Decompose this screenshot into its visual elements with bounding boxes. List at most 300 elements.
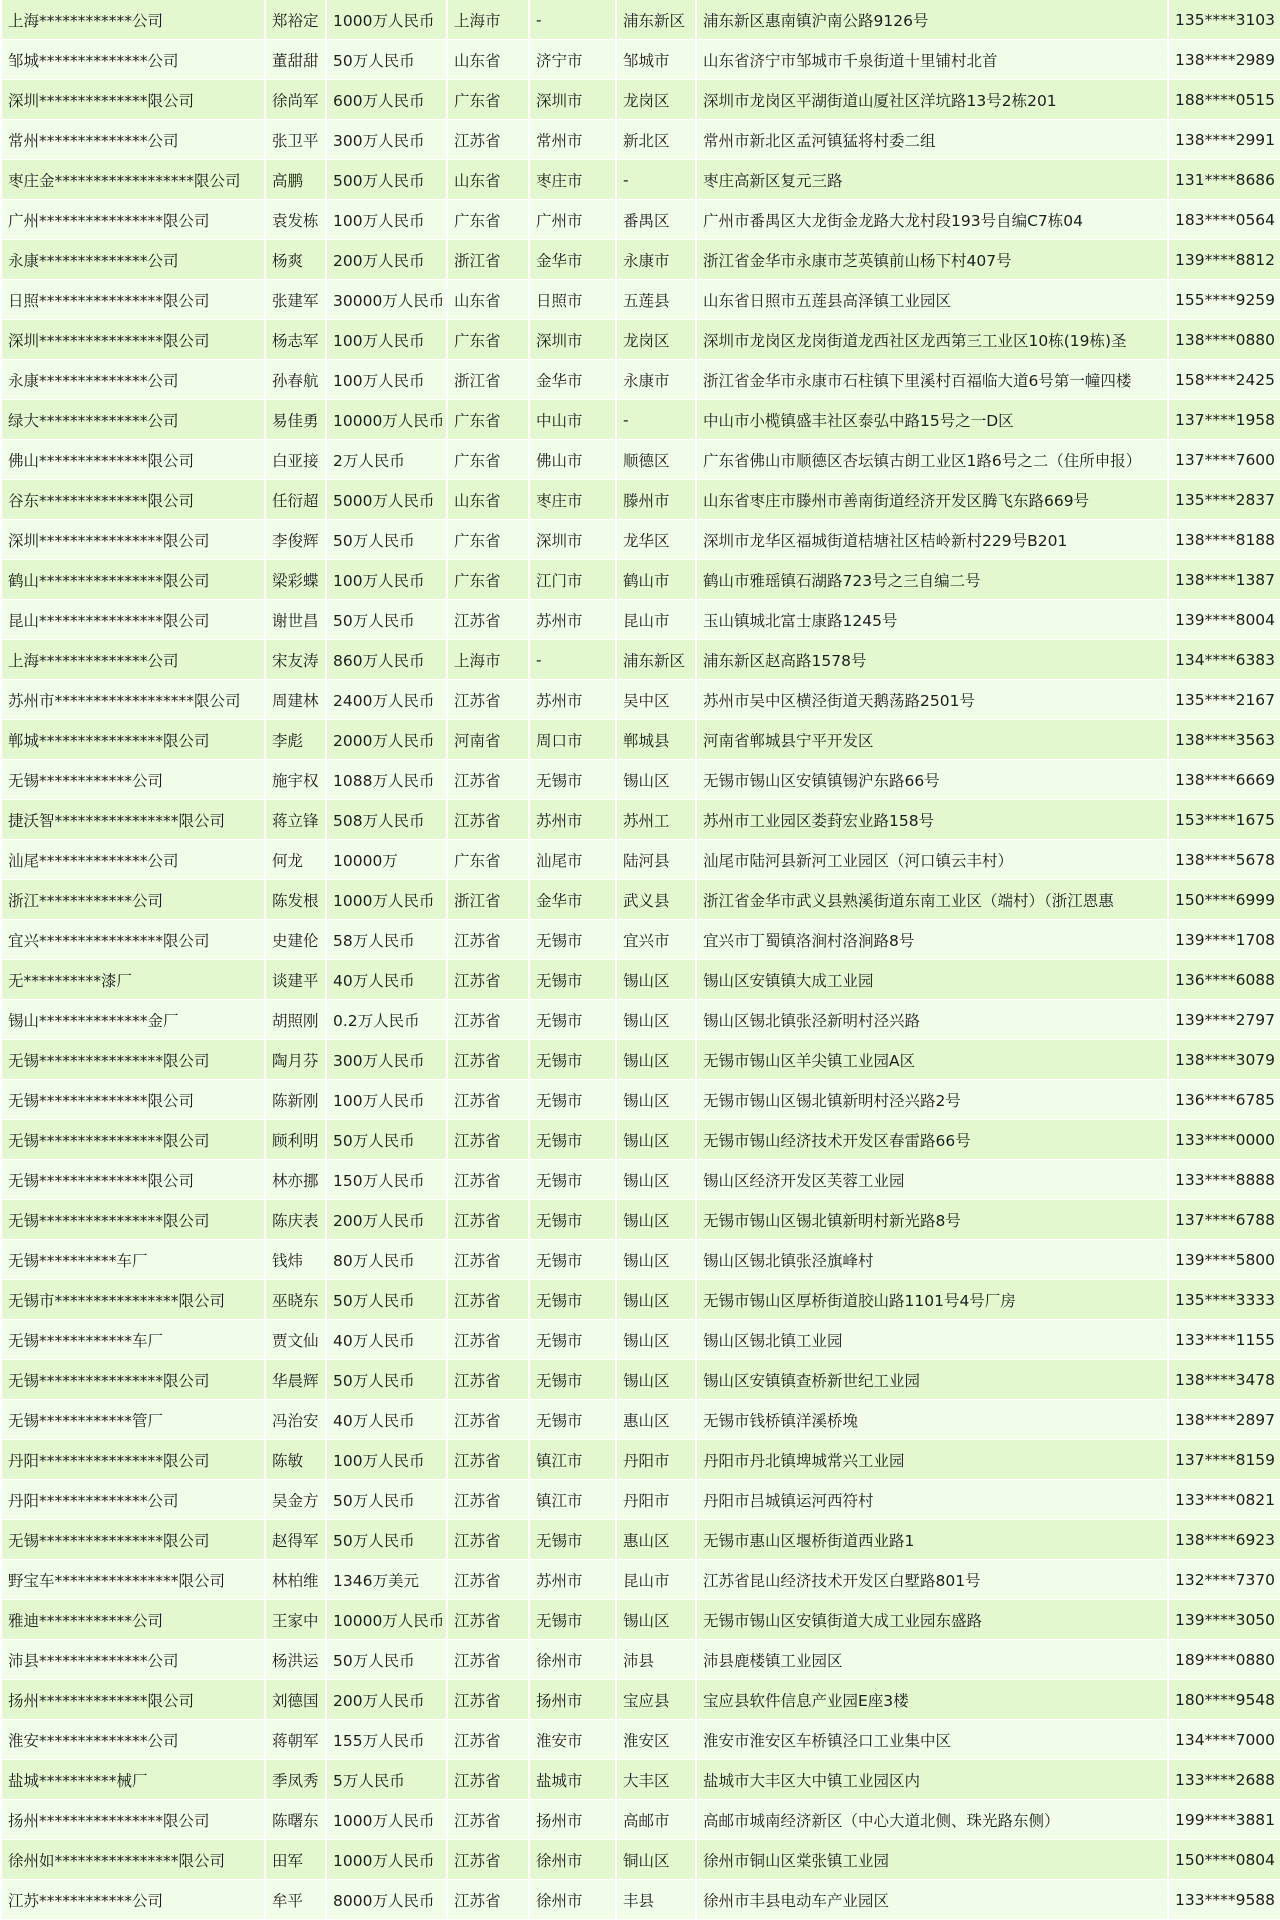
legal-person-cell[interactable]: 华晨辉 bbox=[265, 1360, 326, 1400]
district-cell[interactable]: 陆河县 bbox=[616, 840, 696, 880]
registered-capital-cell[interactable]: 40万人民币 bbox=[326, 960, 447, 1000]
phone-cell[interactable]: 155****9259 bbox=[1168, 280, 1280, 320]
company-name-cell[interactable]: 无锡****************限公司 bbox=[2, 1120, 265, 1160]
province-cell[interactable]: 江苏省 bbox=[447, 1760, 529, 1800]
company-name-cell[interactable]: 扬州****************限公司 bbox=[2, 1800, 265, 1840]
company-name-cell[interactable]: 丹阳**************公司 bbox=[2, 1480, 265, 1520]
registered-capital-cell[interactable]: 1000万人民币 bbox=[326, 1800, 447, 1840]
company-name-cell[interactable]: 鹤山****************限公司 bbox=[2, 560, 265, 600]
district-cell[interactable]: 永康市 bbox=[616, 240, 696, 280]
legal-person-cell[interactable]: 顾利明 bbox=[265, 1120, 326, 1160]
district-cell[interactable]: 惠山区 bbox=[616, 1520, 696, 1560]
address-cell[interactable]: 宝应县软件信息产业园E座3楼 bbox=[696, 1680, 1168, 1720]
district-cell[interactable]: - bbox=[616, 160, 696, 200]
city-cell[interactable]: 苏州市 bbox=[529, 600, 616, 640]
company-name-cell[interactable]: 常州**************公司 bbox=[2, 120, 265, 160]
city-cell[interactable]: 无锡市 bbox=[529, 1240, 616, 1280]
district-cell[interactable]: 铜山区 bbox=[616, 1840, 696, 1880]
company-name-cell[interactable]: 汕尾**************公司 bbox=[2, 840, 265, 880]
legal-person-cell[interactable]: 易佳勇 bbox=[265, 400, 326, 440]
legal-person-cell[interactable]: 何龙 bbox=[265, 840, 326, 880]
province-cell[interactable]: 江苏省 bbox=[447, 1680, 529, 1720]
company-name-cell[interactable]: 沛县**************公司 bbox=[2, 1640, 265, 1680]
legal-person-cell[interactable]: 林亦挪 bbox=[265, 1160, 326, 1200]
registered-capital-cell[interactable]: 58万人民币 bbox=[326, 920, 447, 960]
registered-capital-cell[interactable]: 10000万 bbox=[326, 840, 447, 880]
city-cell[interactable]: 日照市 bbox=[529, 280, 616, 320]
city-cell[interactable]: 常州市 bbox=[529, 120, 616, 160]
district-cell[interactable]: 新北区 bbox=[616, 120, 696, 160]
district-cell[interactable]: 沛县 bbox=[616, 1640, 696, 1680]
province-cell[interactable]: 山东省 bbox=[447, 40, 529, 80]
district-cell[interactable]: 龙岗区 bbox=[616, 320, 696, 360]
phone-cell[interactable]: 139****2797 bbox=[1168, 1000, 1280, 1040]
legal-person-cell[interactable]: 袁发栋 bbox=[265, 200, 326, 240]
company-name-cell[interactable]: 无锡****************限公司 bbox=[2, 1040, 265, 1080]
district-cell[interactable]: 吴中区 bbox=[616, 680, 696, 720]
registered-capital-cell[interactable]: 40万人民币 bbox=[326, 1400, 447, 1440]
phone-cell[interactable]: 138****6923 bbox=[1168, 1520, 1280, 1560]
district-cell[interactable]: 龙华区 bbox=[616, 520, 696, 560]
phone-cell[interactable]: 139****8812 bbox=[1168, 240, 1280, 280]
legal-person-cell[interactable]: 李彪 bbox=[265, 720, 326, 760]
registered-capital-cell[interactable]: 2000万人民币 bbox=[326, 720, 447, 760]
address-cell[interactable]: 盐城市大丰区大中镇工业园区内 bbox=[696, 1760, 1168, 1800]
registered-capital-cell[interactable]: 200万人民币 bbox=[326, 1680, 447, 1720]
company-name-cell[interactable]: 无锡************公司 bbox=[2, 760, 265, 800]
city-cell[interactable]: 无锡市 bbox=[529, 1520, 616, 1560]
registered-capital-cell[interactable]: 200万人民币 bbox=[326, 240, 447, 280]
district-cell[interactable]: 锡山区 bbox=[616, 1280, 696, 1320]
legal-person-cell[interactable]: 梁彩蝶 bbox=[265, 560, 326, 600]
registered-capital-cell[interactable]: 50万人民币 bbox=[326, 520, 447, 560]
phone-cell[interactable]: 136****6088 bbox=[1168, 960, 1280, 1000]
province-cell[interactable]: 江苏省 bbox=[447, 1040, 529, 1080]
registered-capital-cell[interactable]: 50万人民币 bbox=[326, 600, 447, 640]
phone-cell[interactable]: 137****6788 bbox=[1168, 1200, 1280, 1240]
address-cell[interactable]: 玉山镇城北富士康路1245号 bbox=[696, 600, 1168, 640]
registered-capital-cell[interactable]: 600万人民币 bbox=[326, 80, 447, 120]
city-cell[interactable]: 中山市 bbox=[529, 400, 616, 440]
legal-person-cell[interactable]: 吴金方 bbox=[265, 1480, 326, 1520]
legal-person-cell[interactable]: 张建军 bbox=[265, 280, 326, 320]
phone-cell[interactable]: 150****6999 bbox=[1168, 880, 1280, 920]
company-name-cell[interactable]: 宜兴****************限公司 bbox=[2, 920, 265, 960]
district-cell[interactable]: 锡山区 bbox=[616, 1240, 696, 1280]
address-cell[interactable]: 锡山区锡北镇工业园 bbox=[696, 1320, 1168, 1360]
registered-capital-cell[interactable]: 1000万人民币 bbox=[326, 880, 447, 920]
legal-person-cell[interactable]: 宋友涛 bbox=[265, 640, 326, 680]
registered-capital-cell[interactable]: 300万人民币 bbox=[326, 1040, 447, 1080]
phone-cell[interactable]: 132****7370 bbox=[1168, 1560, 1280, 1600]
province-cell[interactable]: 江苏省 bbox=[447, 1240, 529, 1280]
registered-capital-cell[interactable]: 300万人民币 bbox=[326, 120, 447, 160]
city-cell[interactable]: 无锡市 bbox=[529, 1600, 616, 1640]
city-cell[interactable]: 无锡市 bbox=[529, 1080, 616, 1120]
legal-person-cell[interactable]: 陶月芬 bbox=[265, 1040, 326, 1080]
district-cell[interactable]: 浦东新区 bbox=[616, 0, 696, 40]
registered-capital-cell[interactable]: 0.2万人民币 bbox=[326, 1000, 447, 1040]
address-cell[interactable]: 苏州市吴中区横泾街道天鹅荡路2501号 bbox=[696, 680, 1168, 720]
phone-cell[interactable]: 139****8004 bbox=[1168, 600, 1280, 640]
company-name-cell[interactable]: 徐州如****************限公司 bbox=[2, 1840, 265, 1880]
registered-capital-cell[interactable]: 150万人民币 bbox=[326, 1160, 447, 1200]
address-cell[interactable]: 无锡市锡山区锡北镇新明村泾兴路2号 bbox=[696, 1080, 1168, 1120]
address-cell[interactable]: 江苏省昆山经济技术开发区白墅路801号 bbox=[696, 1560, 1168, 1600]
company-name-cell[interactable]: 无**********漆厂 bbox=[2, 960, 265, 1000]
company-name-cell[interactable]: 无锡**************限公司 bbox=[2, 1080, 265, 1120]
district-cell[interactable]: 番禺区 bbox=[616, 200, 696, 240]
city-cell[interactable]: 徐州市 bbox=[529, 1640, 616, 1680]
province-cell[interactable]: 江苏省 bbox=[447, 680, 529, 720]
district-cell[interactable]: 锡山区 bbox=[616, 1320, 696, 1360]
legal-person-cell[interactable]: 赵得军 bbox=[265, 1520, 326, 1560]
phone-cell[interactable]: 135****3333 bbox=[1168, 1280, 1280, 1320]
district-cell[interactable]: 滕州市 bbox=[616, 480, 696, 520]
province-cell[interactable]: 江苏省 bbox=[447, 1640, 529, 1680]
province-cell[interactable]: 江苏省 bbox=[447, 1120, 529, 1160]
registered-capital-cell[interactable]: 1000万人民币 bbox=[326, 1840, 447, 1880]
registered-capital-cell[interactable]: 50万人民币 bbox=[326, 1120, 447, 1160]
province-cell[interactable]: 江苏省 bbox=[447, 1520, 529, 1560]
address-cell[interactable]: 深圳市龙岗区龙岗街道龙西社区龙西第三工业区10栋(19栋)圣 bbox=[696, 320, 1168, 360]
province-cell[interactable]: 山东省 bbox=[447, 160, 529, 200]
legal-person-cell[interactable]: 钱炜 bbox=[265, 1240, 326, 1280]
address-cell[interactable]: 山东省日照市五莲县高泽镇工业园区 bbox=[696, 280, 1168, 320]
legal-person-cell[interactable]: 周建林 bbox=[265, 680, 326, 720]
phone-cell[interactable]: 153****1675 bbox=[1168, 800, 1280, 840]
company-name-cell[interactable]: 无锡****************限公司 bbox=[2, 1360, 265, 1400]
province-cell[interactable]: 广东省 bbox=[447, 200, 529, 240]
address-cell[interactable]: 无锡市锡山区锡北镇新明村新光路8号 bbox=[696, 1200, 1168, 1240]
province-cell[interactable]: 山东省 bbox=[447, 280, 529, 320]
city-cell[interactable]: 无锡市 bbox=[529, 1120, 616, 1160]
city-cell[interactable]: 枣庄市 bbox=[529, 160, 616, 200]
registered-capital-cell[interactable]: 50万人民币 bbox=[326, 1360, 447, 1400]
company-name-cell[interactable]: 盐城**********械厂 bbox=[2, 1760, 265, 1800]
city-cell[interactable]: 佛山市 bbox=[529, 440, 616, 480]
company-name-cell[interactable]: 捷沃智****************限公司 bbox=[2, 800, 265, 840]
district-cell[interactable]: 锡山区 bbox=[616, 1120, 696, 1160]
company-name-cell[interactable]: 无锡市****************限公司 bbox=[2, 1280, 265, 1320]
district-cell[interactable]: 锡山区 bbox=[616, 1160, 696, 1200]
phone-cell[interactable]: 134****6383 bbox=[1168, 640, 1280, 680]
legal-person-cell[interactable]: 李俊辉 bbox=[265, 520, 326, 560]
phone-cell[interactable]: 138****2991 bbox=[1168, 120, 1280, 160]
phone-cell[interactable]: 138****2989 bbox=[1168, 40, 1280, 80]
legal-person-cell[interactable]: 陈庆表 bbox=[265, 1200, 326, 1240]
company-name-cell[interactable]: 丹阳****************限公司 bbox=[2, 1440, 265, 1480]
province-cell[interactable]: 江苏省 bbox=[447, 1080, 529, 1120]
registered-capital-cell[interactable]: 100万人民币 bbox=[326, 1080, 447, 1120]
legal-person-cell[interactable]: 董甜甜 bbox=[265, 40, 326, 80]
phone-cell[interactable]: 133****0821 bbox=[1168, 1480, 1280, 1520]
phone-cell[interactable]: 139****3050 bbox=[1168, 1600, 1280, 1640]
phone-cell[interactable]: 138****3478 bbox=[1168, 1360, 1280, 1400]
registered-capital-cell[interactable]: 100万人民币 bbox=[326, 360, 447, 400]
province-cell[interactable]: 江苏省 bbox=[447, 1480, 529, 1520]
registered-capital-cell[interactable]: 50万人民币 bbox=[326, 40, 447, 80]
phone-cell[interactable]: 133****9588 bbox=[1168, 1880, 1280, 1920]
company-name-cell[interactable]: 无锡************管厂 bbox=[2, 1400, 265, 1440]
city-cell[interactable]: 苏州市 bbox=[529, 680, 616, 720]
district-cell[interactable]: 顺德区 bbox=[616, 440, 696, 480]
registered-capital-cell[interactable]: 200万人民币 bbox=[326, 1200, 447, 1240]
address-cell[interactable]: 山东省枣庄市滕州市善南街道经济开发区腾飞东路669号 bbox=[696, 480, 1168, 520]
district-cell[interactable]: 淮安区 bbox=[616, 1720, 696, 1760]
district-cell[interactable]: 锡山区 bbox=[616, 1360, 696, 1400]
city-cell[interactable]: 镇江市 bbox=[529, 1440, 616, 1480]
address-cell[interactable]: 丹阳市丹北镇埤城常兴工业园 bbox=[696, 1440, 1168, 1480]
district-cell[interactable]: 锡山区 bbox=[616, 1040, 696, 1080]
city-cell[interactable]: 无锡市 bbox=[529, 1200, 616, 1240]
province-cell[interactable]: 江苏省 bbox=[447, 1280, 529, 1320]
province-cell[interactable]: 河南省 bbox=[447, 720, 529, 760]
district-cell[interactable]: 丹阳市 bbox=[616, 1440, 696, 1480]
province-cell[interactable]: 广东省 bbox=[447, 840, 529, 880]
address-cell[interactable]: 丹阳市吕城镇运河西符村 bbox=[696, 1480, 1168, 1520]
province-cell[interactable]: 江苏省 bbox=[447, 600, 529, 640]
district-cell[interactable]: 苏州工 bbox=[616, 800, 696, 840]
district-cell[interactable]: 锡山区 bbox=[616, 960, 696, 1000]
city-cell[interactable]: 济宁市 bbox=[529, 40, 616, 80]
company-name-cell[interactable]: 江苏************公司 bbox=[2, 1880, 265, 1920]
registered-capital-cell[interactable]: 100万人民币 bbox=[326, 560, 447, 600]
address-cell[interactable]: 无锡市钱桥镇洋溪桥堍 bbox=[696, 1400, 1168, 1440]
company-name-cell[interactable]: 日照****************限公司 bbox=[2, 280, 265, 320]
city-cell[interactable]: 无锡市 bbox=[529, 1040, 616, 1080]
city-cell[interactable]: 深圳市 bbox=[529, 320, 616, 360]
legal-person-cell[interactable]: 胡照刚 bbox=[265, 1000, 326, 1040]
registered-capital-cell[interactable]: 8000万人民币 bbox=[326, 1880, 447, 1920]
company-name-cell[interactable]: 淮安**************公司 bbox=[2, 1720, 265, 1760]
province-cell[interactable]: 广东省 bbox=[447, 520, 529, 560]
phone-cell[interactable]: 138****2897 bbox=[1168, 1400, 1280, 1440]
city-cell[interactable]: 无锡市 bbox=[529, 920, 616, 960]
phone-cell[interactable]: 137****8159 bbox=[1168, 1440, 1280, 1480]
district-cell[interactable]: 永康市 bbox=[616, 360, 696, 400]
legal-person-cell[interactable]: 蒋朝军 bbox=[265, 1720, 326, 1760]
city-cell[interactable]: 盐城市 bbox=[529, 1760, 616, 1800]
province-cell[interactable]: 江苏省 bbox=[447, 1000, 529, 1040]
phone-cell[interactable]: 138****1387 bbox=[1168, 560, 1280, 600]
phone-cell[interactable]: 188****0515 bbox=[1168, 80, 1280, 120]
company-name-cell[interactable]: 深圳****************限公司 bbox=[2, 520, 265, 560]
province-cell[interactable]: 江苏省 bbox=[447, 1160, 529, 1200]
address-cell[interactable]: 无锡市锡山区安镇镇锡沪东路66号 bbox=[696, 760, 1168, 800]
district-cell[interactable]: 大丰区 bbox=[616, 1760, 696, 1800]
city-cell[interactable]: 枣庄市 bbox=[529, 480, 616, 520]
legal-person-cell[interactable]: 王家中 bbox=[265, 1600, 326, 1640]
phone-cell[interactable]: 180****9548 bbox=[1168, 1680, 1280, 1720]
address-cell[interactable]: 河南省郸城县宁平开发区 bbox=[696, 720, 1168, 760]
company-name-cell[interactable]: 广州****************限公司 bbox=[2, 200, 265, 240]
province-cell[interactable]: 江苏省 bbox=[447, 1400, 529, 1440]
city-cell[interactable]: 苏州市 bbox=[529, 800, 616, 840]
company-name-cell[interactable]: 郸城****************限公司 bbox=[2, 720, 265, 760]
phone-cell[interactable]: 133****0000 bbox=[1168, 1120, 1280, 1160]
province-cell[interactable]: 江苏省 bbox=[447, 1360, 529, 1400]
district-cell[interactable]: 鹤山市 bbox=[616, 560, 696, 600]
registered-capital-cell[interactable]: 30000万人民币 bbox=[326, 280, 447, 320]
address-cell[interactable]: 浙江省金华市武义县熟溪街道东南工业区（端村）（浙江恩惠 bbox=[696, 880, 1168, 920]
address-cell[interactable]: 高邮市城南经济新区（中心大道北侧、珠光路东侧） bbox=[696, 1800, 1168, 1840]
province-cell[interactable]: 浙江省 bbox=[447, 240, 529, 280]
province-cell[interactable]: 江苏省 bbox=[447, 1440, 529, 1480]
city-cell[interactable]: 无锡市 bbox=[529, 960, 616, 1000]
city-cell[interactable]: 扬州市 bbox=[529, 1680, 616, 1720]
province-cell[interactable]: 江苏省 bbox=[447, 1720, 529, 1760]
province-cell[interactable]: 江苏省 bbox=[447, 800, 529, 840]
district-cell[interactable]: 宜兴市 bbox=[616, 920, 696, 960]
phone-cell[interactable]: 137****7600 bbox=[1168, 440, 1280, 480]
address-cell[interactable]: 浦东新区赵高路1578号 bbox=[696, 640, 1168, 680]
legal-person-cell[interactable]: 刘德国 bbox=[265, 1680, 326, 1720]
district-cell[interactable]: 浦东新区 bbox=[616, 640, 696, 680]
district-cell[interactable]: 高邮市 bbox=[616, 1800, 696, 1840]
registered-capital-cell[interactable]: 500万人民币 bbox=[326, 160, 447, 200]
district-cell[interactable]: 丹阳市 bbox=[616, 1480, 696, 1520]
phone-cell[interactable]: 138****3563 bbox=[1168, 720, 1280, 760]
legal-person-cell[interactable]: 季凤秀 bbox=[265, 1760, 326, 1800]
registered-capital-cell[interactable]: 155万人民币 bbox=[326, 1720, 447, 1760]
phone-cell[interactable]: 137****1958 bbox=[1168, 400, 1280, 440]
address-cell[interactable]: 汕尾市陆河县新河工业园区（河口镇云丰村） bbox=[696, 840, 1168, 880]
district-cell[interactable]: 锡山区 bbox=[616, 1000, 696, 1040]
address-cell[interactable]: 锡山区安镇镇查桥新世纪工业园 bbox=[696, 1360, 1168, 1400]
registered-capital-cell[interactable]: 50万人民币 bbox=[326, 1280, 447, 1320]
province-cell[interactable]: 江苏省 bbox=[447, 960, 529, 1000]
province-cell[interactable]: 江苏省 bbox=[447, 1840, 529, 1880]
phone-cell[interactable]: 138****8188 bbox=[1168, 520, 1280, 560]
address-cell[interactable]: 无锡市锡山区安镇街道大成工业园东盛路 bbox=[696, 1600, 1168, 1640]
legal-person-cell[interactable]: 巫晓东 bbox=[265, 1280, 326, 1320]
city-cell[interactable]: - bbox=[529, 640, 616, 680]
legal-person-cell[interactable]: 谢世昌 bbox=[265, 600, 326, 640]
company-name-cell[interactable]: 野宝车****************限公司 bbox=[2, 1560, 265, 1600]
address-cell[interactable]: 锡山区安镇镇大成工业园 bbox=[696, 960, 1168, 1000]
registered-capital-cell[interactable]: 5000万人民币 bbox=[326, 480, 447, 520]
registered-capital-cell[interactable]: 50万人民币 bbox=[326, 1640, 447, 1680]
province-cell[interactable]: 浙江省 bbox=[447, 360, 529, 400]
legal-person-cell[interactable]: 陈曙东 bbox=[265, 1800, 326, 1840]
phone-cell[interactable]: 139****1708 bbox=[1168, 920, 1280, 960]
address-cell[interactable]: 浙江省金华市永康市石柱镇下里溪村百福临大道6号第一幢四楼 bbox=[696, 360, 1168, 400]
city-cell[interactable]: 无锡市 bbox=[529, 1160, 616, 1200]
company-name-cell[interactable]: 无锡****************限公司 bbox=[2, 1200, 265, 1240]
legal-person-cell[interactable]: 杨爽 bbox=[265, 240, 326, 280]
phone-cell[interactable]: 135****3103 bbox=[1168, 0, 1280, 40]
address-cell[interactable]: 锡山区锡北镇张泾旗峰村 bbox=[696, 1240, 1168, 1280]
city-cell[interactable]: 周口市 bbox=[529, 720, 616, 760]
address-cell[interactable]: 无锡市锡山区羊尖镇工业园A区 bbox=[696, 1040, 1168, 1080]
company-name-cell[interactable]: 上海************公司 bbox=[2, 0, 265, 40]
address-cell[interactable]: 无锡市锡山经济技术开发区春雷路66号 bbox=[696, 1120, 1168, 1160]
company-name-cell[interactable]: 邹城**************公司 bbox=[2, 40, 265, 80]
legal-person-cell[interactable]: 徐尚军 bbox=[265, 80, 326, 120]
registered-capital-cell[interactable]: 10000万人民币 bbox=[326, 1600, 447, 1640]
registered-capital-cell[interactable]: 508万人民币 bbox=[326, 800, 447, 840]
phone-cell[interactable]: 135****2837 bbox=[1168, 480, 1280, 520]
address-cell[interactable]: 常州市新北区孟河镇猛将村委二组 bbox=[696, 120, 1168, 160]
registered-capital-cell[interactable]: 100万人民币 bbox=[326, 200, 447, 240]
company-name-cell[interactable]: 佛山**************限公司 bbox=[2, 440, 265, 480]
city-cell[interactable]: 江门市 bbox=[529, 560, 616, 600]
phone-cell[interactable]: 138****0880 bbox=[1168, 320, 1280, 360]
company-name-cell[interactable]: 永康**************公司 bbox=[2, 240, 265, 280]
province-cell[interactable]: 上海市 bbox=[447, 640, 529, 680]
phone-cell[interactable]: 150****0804 bbox=[1168, 1840, 1280, 1880]
city-cell[interactable]: 无锡市 bbox=[529, 760, 616, 800]
legal-person-cell[interactable]: 牟平 bbox=[265, 1880, 326, 1920]
district-cell[interactable]: 武义县 bbox=[616, 880, 696, 920]
registered-capital-cell[interactable]: 10000万人民币 bbox=[326, 400, 447, 440]
company-name-cell[interactable]: 深圳****************限公司 bbox=[2, 320, 265, 360]
district-cell[interactable]: 丰县 bbox=[616, 1880, 696, 1920]
legal-person-cell[interactable]: 史建伦 bbox=[265, 920, 326, 960]
province-cell[interactable]: 广东省 bbox=[447, 320, 529, 360]
phone-cell[interactable]: 189****0880 bbox=[1168, 1640, 1280, 1680]
company-name-cell[interactable]: 上海**************公司 bbox=[2, 640, 265, 680]
province-cell[interactable]: 江苏省 bbox=[447, 1600, 529, 1640]
company-name-cell[interactable]: 无锡**************限公司 bbox=[2, 1160, 265, 1200]
province-cell[interactable]: 江苏省 bbox=[447, 920, 529, 960]
address-cell[interactable]: 浦东新区惠南镇沪南公路9126号 bbox=[696, 0, 1168, 40]
district-cell[interactable]: - bbox=[616, 400, 696, 440]
legal-person-cell[interactable]: 张卫平 bbox=[265, 120, 326, 160]
legal-person-cell[interactable]: 陈敏 bbox=[265, 1440, 326, 1480]
company-name-cell[interactable]: 永康**************公司 bbox=[2, 360, 265, 400]
province-cell[interactable]: 江苏省 bbox=[447, 1800, 529, 1840]
city-cell[interactable]: 徐州市 bbox=[529, 1840, 616, 1880]
city-cell[interactable]: 无锡市 bbox=[529, 1000, 616, 1040]
district-cell[interactable]: 锡山区 bbox=[616, 1200, 696, 1240]
registered-capital-cell[interactable]: 5万人民币 bbox=[326, 1760, 447, 1800]
registered-capital-cell[interactable]: 2400万人民币 bbox=[326, 680, 447, 720]
company-name-cell[interactable]: 谷东**************限公司 bbox=[2, 480, 265, 520]
phone-cell[interactable]: 138****5678 bbox=[1168, 840, 1280, 880]
address-cell[interactable]: 山东省济宁市邹城市千泉街道十里铺村北首 bbox=[696, 40, 1168, 80]
city-cell[interactable]: 淮安市 bbox=[529, 1720, 616, 1760]
phone-cell[interactable]: 138****6669 bbox=[1168, 760, 1280, 800]
company-name-cell[interactable]: 无锡************车厂 bbox=[2, 1320, 265, 1360]
province-cell[interactable]: 山东省 bbox=[447, 480, 529, 520]
province-cell[interactable]: 江苏省 bbox=[447, 120, 529, 160]
phone-cell[interactable]: 199****3881 bbox=[1168, 1800, 1280, 1840]
city-cell[interactable]: 汕尾市 bbox=[529, 840, 616, 880]
phone-cell[interactable]: 183****0564 bbox=[1168, 200, 1280, 240]
registered-capital-cell[interactable]: 100万人民币 bbox=[326, 320, 447, 360]
city-cell[interactable]: 徐州市 bbox=[529, 1880, 616, 1920]
address-cell[interactable]: 浙江省金华市永康市芝英镇前山杨下村407号 bbox=[696, 240, 1168, 280]
company-name-cell[interactable]: 雅迪************公司 bbox=[2, 1600, 265, 1640]
phone-cell[interactable]: 136****6785 bbox=[1168, 1080, 1280, 1120]
registered-capital-cell[interactable]: 2万人民币 bbox=[326, 440, 447, 480]
address-cell[interactable]: 锡山区经济开发区芙蓉工业园 bbox=[696, 1160, 1168, 1200]
district-cell[interactable]: 昆山市 bbox=[616, 1560, 696, 1600]
address-cell[interactable]: 无锡市锡山区厚桥街道胶山路1101号4号厂房 bbox=[696, 1280, 1168, 1320]
company-name-cell[interactable]: 锡山**************金厂 bbox=[2, 1000, 265, 1040]
city-cell[interactable]: 无锡市 bbox=[529, 1360, 616, 1400]
province-cell[interactable]: 江苏省 bbox=[447, 1880, 529, 1920]
province-cell[interactable]: 江苏省 bbox=[447, 1320, 529, 1360]
legal-person-cell[interactable]: 郑裕定 bbox=[265, 0, 326, 40]
phone-cell[interactable]: 133****8888 bbox=[1168, 1160, 1280, 1200]
city-cell[interactable]: 无锡市 bbox=[529, 1400, 616, 1440]
address-cell[interactable]: 徐州市铜山区棠张镇工业园 bbox=[696, 1840, 1168, 1880]
district-cell[interactable]: 昆山市 bbox=[616, 600, 696, 640]
city-cell[interactable]: 扬州市 bbox=[529, 1800, 616, 1840]
